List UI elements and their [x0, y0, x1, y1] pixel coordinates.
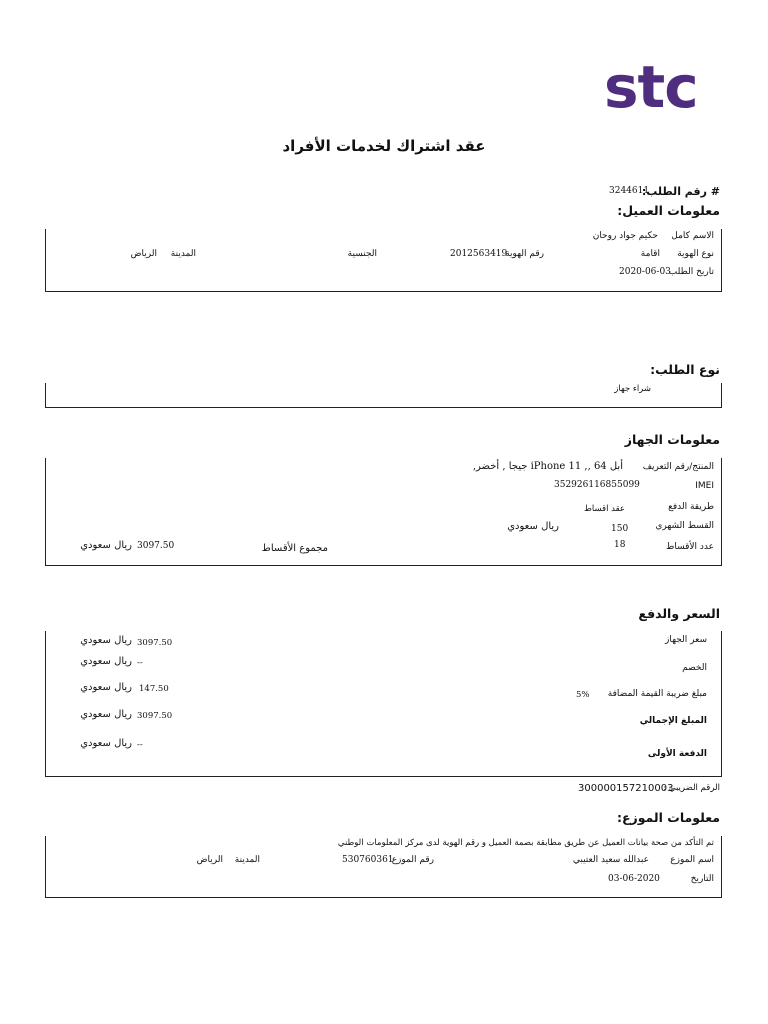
- vat-currency: ريال سعودي: [80, 682, 132, 693]
- nationality-label: الجنسية: [347, 249, 377, 259]
- request-type-box: [45, 383, 722, 408]
- distributor-date-label: التاريخ: [690, 874, 714, 884]
- verification-note: تم التأكد من صحة بيانات العميل عن طريق مطابقة بصمة العميل و رقم الهوية لدى مركز المعلومات الوطني: [337, 838, 714, 848]
- customer-info-heading: معلومات العميل:: [617, 203, 720, 218]
- distributor-number-value: 530760361: [342, 855, 394, 865]
- discount-value: --: [137, 658, 143, 668]
- full-name-value: حكيم جواد روحان: [592, 231, 658, 241]
- distributor-date-value: 03-06-2020: [608, 874, 660, 884]
- distributor-city-value: الرياض: [196, 855, 223, 865]
- installments-count-label: عدد الأقساط: [666, 542, 714, 552]
- request-type-heading: نوع الطلب:: [650, 362, 720, 377]
- request-type-value: شراء جهاز: [614, 384, 651, 394]
- id-type-label: نوع الهوية: [677, 249, 714, 259]
- imei-label: IMEI: [695, 481, 714, 491]
- discount-currency: ريال سعودي: [80, 656, 132, 667]
- city-value: الرياض: [130, 249, 157, 259]
- id-number-value: 2012563419: [450, 249, 508, 259]
- full-name-label: الاسم كامل: [671, 231, 714, 241]
- device-price-value: 3097.50: [137, 638, 173, 648]
- distributor-city-label: المدينة: [234, 855, 260, 865]
- distributor-number-label: رقم الموزع: [391, 855, 434, 865]
- monthly-installment-value: 150: [611, 524, 629, 534]
- monthly-installment-label: القسط الشهري: [655, 521, 714, 531]
- customer-info-box: [45, 229, 722, 292]
- payment-method-label: طريقة الدفع: [668, 502, 714, 512]
- pricing-box: [45, 631, 722, 777]
- discount-label: الخصم: [682, 663, 707, 673]
- device-price-label: سعر الجهاز: [665, 635, 707, 645]
- monthly-installment-currency: ريال سعودي: [507, 521, 559, 532]
- total-amount-value: 3097.50: [137, 711, 173, 721]
- distributor-name-value: عبدالله سعيد العتيبي: [572, 855, 649, 865]
- product-value: أبل iPhone 11 ,, 64 جيجا , أخضر,: [472, 461, 623, 472]
- order-date-value: 2020-06-03: [619, 267, 671, 277]
- distributor-info-heading: معلومات الموزع:: [616, 810, 720, 825]
- installments-total-currency: ريال سعودي: [80, 540, 132, 551]
- pricing-heading: السعر والدفع: [638, 606, 720, 621]
- installments-total-label: مجموع الأقساط: [261, 543, 328, 554]
- total-amount-currency: ريال سعودي: [80, 709, 132, 720]
- vat-value: 147.50: [139, 684, 169, 694]
- order-number-value: 3244611: [609, 186, 650, 196]
- device-info-heading: معلومات الجهاز: [624, 432, 720, 447]
- product-label: المنتج/رقم التعريف: [642, 462, 714, 472]
- installments-count-value: 18: [614, 540, 626, 550]
- down-payment-value: --: [137, 740, 143, 750]
- document-title: عقد اشتراك لخدمات الأفراد: [282, 137, 486, 155]
- down-payment-currency: ريال سعودي: [80, 738, 132, 749]
- vat-label: مبلغ ضريبة القيمة المضافة: [607, 689, 707, 699]
- down-payment-label: الدفعة الأولى: [647, 749, 707, 759]
- tax-number-value: 300000157210003: [578, 783, 674, 794]
- distributor-info-box: [45, 836, 722, 898]
- stc-logo: stc: [604, 53, 698, 121]
- order-number-label: # رقم الطلب:: [641, 185, 720, 198]
- payment-method-value: عقد اقساط: [584, 504, 625, 514]
- device-info-box: [45, 458, 722, 566]
- vat-rate: 5%: [576, 690, 590, 700]
- id-type-value: اقامة: [640, 249, 660, 259]
- device-price-currency: ريال سعودي: [80, 635, 132, 646]
- distributor-name-label: اسم الموزع: [670, 855, 714, 865]
- city-label: المدينة: [170, 249, 196, 259]
- imei-value: 352926116855099: [554, 480, 640, 490]
- order-date-label: تاريخ الطلب: [668, 267, 714, 277]
- installments-total-value: 3097.50: [137, 541, 175, 551]
- id-number-label: رقم الهوية: [505, 249, 544, 259]
- total-amount-label: المبلغ الإجمالي: [639, 716, 707, 726]
- tax-number-label: الرقم الضريبي :: [663, 783, 720, 793]
